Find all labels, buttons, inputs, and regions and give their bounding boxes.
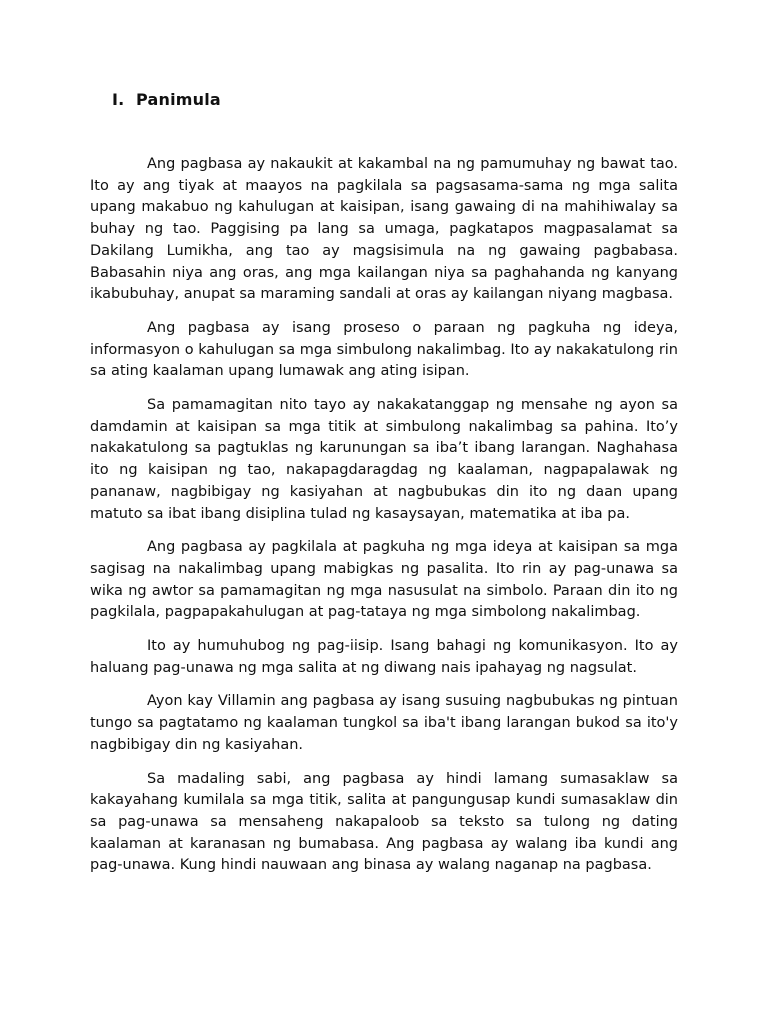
paragraph-6: Ayon kay Villamin ang pagbasa ay isang susuing nagbubukas ng pintuan tungo sa pagtatamo ng kaalaman tungkol sa iba't ibang larangan bukod sa ito'y nagbibigay din ng kasiyahan. (90, 693, 678, 753)
section-title: Panimula (136, 90, 221, 109)
paragraph-4: Ang pagbasa ay pagkilala at pagkuha ng mga ideya at kaisipan sa mga sagisag na nakalimbag upang mabigkas ng pasalita. Ito rin ay pag-unawa sa wika ng awtor sa pamamagitan ng mga nasusulat na simbolo. Paraan din ito ng pagkilala, pagpapakahulugan at pag-tataya ng mga simbolong nakalimbag. (90, 539, 678, 621)
body-text (90, 154, 678, 889)
section-number: I. (112, 90, 125, 109)
paragraph-1: Ang pagbasa ay nakaukit at kakambal na ng pamumuhay ng bawat tao. Ito ay ang tiyak at maayos na pagkilala sa pagsasama-sama ng mga salita upang makabuo ng kahulugan at kaisipan, isang gawaing di na mahihiwalay sa buhay ng tao. Paggising pa lang sa umaga, pagkatapos magpasalamat sa Dakilang Lumikha, ang tao ay magsisimula na ng gawaing pagbabasa. Babasahin niya ang oras, ang mga kailangan niya sa paghahanda ng kanyang ikabubuhay, anupat sa maraming sandali at oras ay kailangan niyang magbasa. (90, 156, 678, 303)
paragraph-2: Ang pagbasa ay isang proseso o paraan ng pagkuha ng ideya, informasyon o kahulugan sa mga simbulong nakalimbag. Ito ay nakakatulong rin sa ating kaalaman upang lumawak ang ating isipan. (90, 319, 678, 380)
paragraph-5: Ito ay humuhubog ng pag-iisip. Isang bahagi ng komunikasyon. Ito ay haluang pag-unawa ng mga salita at ng diwang nais ipahayag ng nagsulat. (90, 638, 678, 676)
paragraph-3: Sa pamamagitan nito tayo ay nakakatanggap ng mensahe ng ayon sa damdamin at kaisipan sa mga titik at simbulong nakalimbag sa pahina. Ito’y nakakatulong sa pagtuklas ng karunungan sa iba’t ibang larangan. Naghahasa ito ng kaisipan ng tao, nakapagdaragdag ng kaalaman, nagpapalawak ng pananaw, nagbibigay ng kasiyahan at nagbubukas din ito ng daan upang matuto sa ibat ibang disiplina tulad ng kasaysayan, matematika at iba pa. (90, 397, 678, 522)
section-heading (112, 90, 221, 109)
paragraph-7: Sa madaling sabi, ang pagbasa ay hindi lamang sumasaklaw sa kakayahang kumilala sa mga titik, salita at pangungusap kundi sumasaklaw din sa pag-unawa sa mensaheng nakapaloob sa teksto sa tulong ng dating kaalaman at karanasan ng bumabasa. Ang pagbasa ay walang iba kundi ang pag-unawa. Kung hindi nauwaan ang binasa ay walang naganap na pagbasa. (90, 770, 678, 874)
